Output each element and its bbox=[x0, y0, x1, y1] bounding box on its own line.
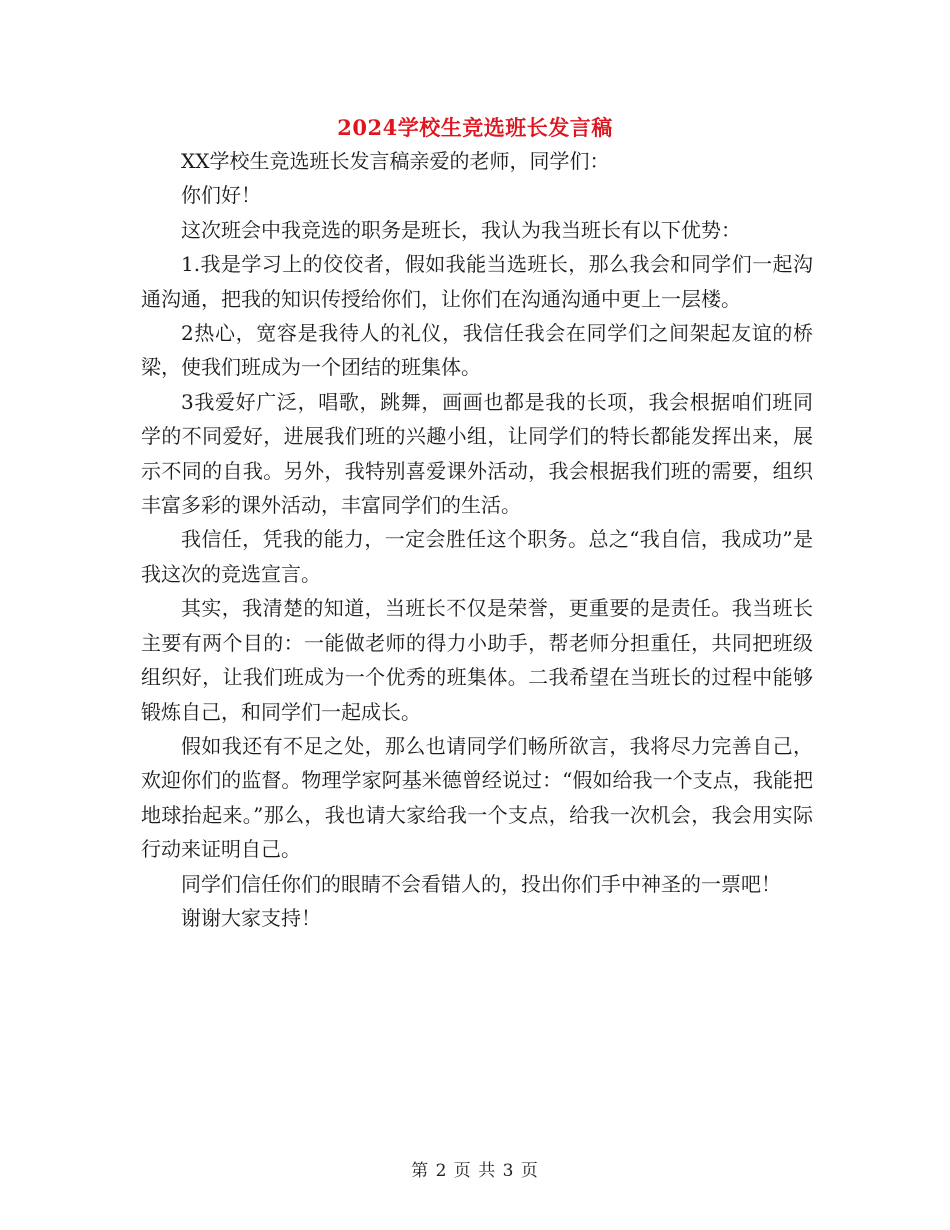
paragraph-advantage-2: 2热心，宽容是我待人的礼仪，我信任我会在同学们之间架起友谊的桥梁，使我们班成为一个团结的班集体。 bbox=[141, 321, 813, 380]
paragraph-confidence: 我信任，凭我的能力，一定会胜任这个职务。总之“我自信，我成功”是我这次的竞选宣言。 bbox=[141, 527, 813, 586]
paragraph-thanks: 谢谢大家支持！ bbox=[181, 905, 321, 930]
paragraph-vote-request: 同学们信任你们的眼睛不会看错人的，投出你们手中神圣的一票吧！ bbox=[181, 871, 781, 896]
paragraph-goals: 其实，我清楚的知道，当班长不仅是荣誉，更重要的是责任。我当班长主要有两个目的：一能做老师的得力小助手，帮老师分担重任，共同把班级组织好，让我们班成为一个优秀的班集体。二我希望在当班长的过程中能够锻炼自己，和同学们一起成长。 bbox=[141, 596, 813, 724]
document-title: 2024学校生竞选班长发言稿 bbox=[337, 115, 613, 140]
paragraph-supervision: 假如我还有不足之处，那么也请同学们畅所欲言，我将尽力完善自己，欢迎你们的监督。物理学家阿基米德曾经说过：“假如给我一个支点，我能把地球抬起来。”那么，我也请大家给我一个支点，给我一次机会，我会用实际行动来证明自己。 bbox=[141, 733, 813, 862]
page-number-footer: 第 2 页 共 3 页 bbox=[411, 1161, 539, 1181]
paragraph-greeting: 你们好！ bbox=[181, 183, 261, 208]
paragraph-advantage-1: 1.我是学习上的佼佼者，假如我能当选班长，那么我会和同学们一起沟通沟通，把我的知识传授给你们，让你们在沟通沟通中更上一层楼。 bbox=[141, 252, 813, 311]
paragraph-intro: 这次班会中我竞选的职务是班长，我认为我当班长有以下优势： bbox=[181, 217, 741, 242]
paragraph-advantage-3: 3我爱好广泛，唱歌，跳舞，画画也都是我的长项，我会根据咱们班同学的不同爱好，进展我们班的兴趣小组，让同学们的特长都能发挥出来，展示不同的自我。另外，我特别喜爱课外活动，我会根据我们班的需要，组织丰富多彩的课外活动，丰富同学们的生活。 bbox=[141, 389, 813, 518]
paragraph-salutation: XX学校生竞选班长发言稿亲爱的老师，同学们： bbox=[181, 149, 610, 173]
document-body bbox=[141, 144, 813, 935]
